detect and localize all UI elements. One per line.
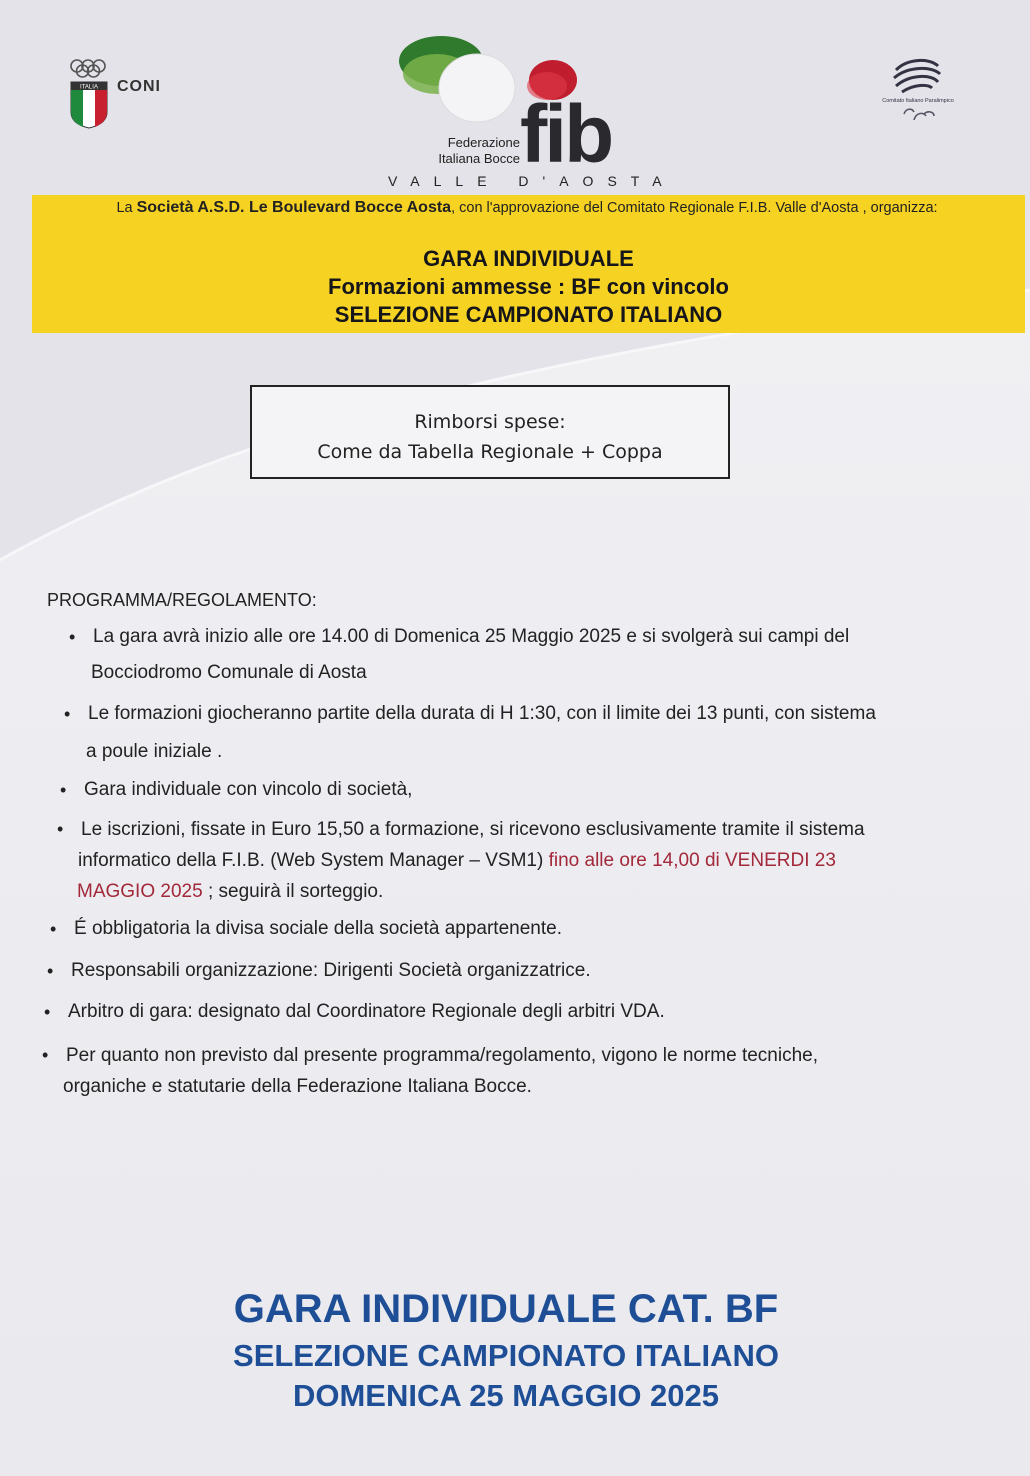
footer-selection: SELEZIONE CAMPIONATO ITALIANO [233,1338,779,1373]
fib-subtitle: Federazione Italiana Bocce [438,135,520,166]
fib-wordmark: fib [520,89,612,180]
reimbursement-title: Rimborsi spese: [414,411,566,433]
bullet-icon: • [50,919,57,939]
bullet-icon: • [44,1002,51,1022]
list-item: • Per quanto non previsto dal presente programma/regolamento, vigono le norme tecniche, organiche e statutarie della Federazione Italiana Bocce. [66,1040,1016,1102]
footer-title: GARA INDIVIDUALE CAT. BF [233,1287,779,1331]
coni-label: CONI [117,78,161,95]
organizer-name: Società A.S.D. Le Boulevard Bocce Aosta [136,199,452,216]
bullet-icon: • [64,704,71,724]
event-selection: SELEZIONE CAMPIONATO ITALIANO [334,302,723,327]
event-title: GARA INDIVIDUALE [423,246,634,271]
coni-flag-text: ITALIA [80,84,98,91]
list-item: • Gara individuale con vincolo di società, [84,772,984,808]
list-item: • La gara avrà inizio alle ore 14.00 di Domenica 25 Maggio 2025 e si svolgerà sui campi del Bocciodromo Comunale di Aosta [93,619,993,691]
valle-daosta-label: VALLE D'AOSTA [388,173,676,189]
bullet-icon: • [47,961,54,981]
list-item: • É obbligatoria la divisa sociale della società appartenente. [74,911,974,947]
footer-date: DOMENICA 25 MAGGIO 2025 [292,1378,720,1413]
reimbursement-detail: Come da Tabella Regionale + Coppa [317,441,663,463]
list-item: • Arbitro di gara: designato dal Coordinatore Regionale degli arbitri VDA. [68,994,968,1030]
bullet-icon: • [60,780,67,800]
list-item: • Responsabili organizzazione: Dirigenti Società organizzatrice. [71,953,971,989]
bullet-icon: • [57,819,64,839]
event-formations: Formazioni ammesse : BF con vincolo [328,274,729,299]
bullet-icon: • [42,1045,49,1065]
organizer-intro: La Società A.S.D. Le Boulevard Bocce Aosta, con l'approvazione del Comitato Regionale F.I.B. Valle d'Aosta , organizza: [116,199,938,216]
bullet-icon: • [69,627,76,647]
cip-logo [868,52,968,132]
program-title: PROGRAMMA/REGOLAMENTO: [47,590,317,610]
reimbursement-box [250,385,730,479]
cip-caption: Comitato Italiano Paralimpico [882,98,954,104]
list-item: • Le formazioni giocheranno partite della durata di H 1:30, con il limite dei 13 punti, con sistema a poule iniziale . [88,696,998,770]
list-item: • Le iscrizioni, fissate in Euro 15,50 a formazione, si ricevono esclusivamente tramite il sistema informatico della F.I.B. (Web System Manager – VSM1) fino alle ore 14,00 di VENERDI 23 MAGGIO 2025 ; seguirà il sorteggio. [81,814,1006,907]
